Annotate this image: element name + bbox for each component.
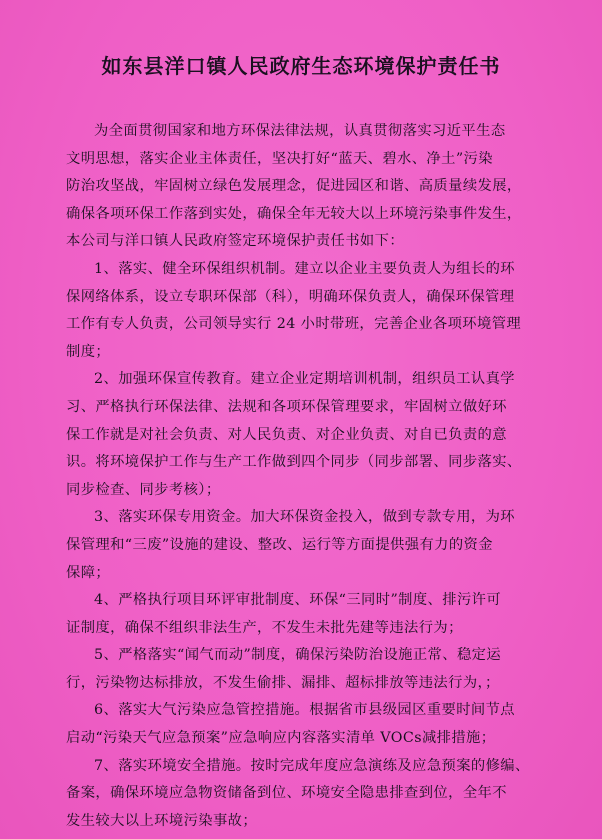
text-line: 发生较大以上环境污染事故； xyxy=(66,812,258,829)
text-line: 确保各项环保工作落到实处，确保全年无较大以上环境污染事件发生， xyxy=(66,205,522,222)
text-line: 识。将环境保护工作与生产工作做到四个同步（同步部署、同步落实、 xyxy=(66,454,522,471)
text-line: 证制度，确保不组织非法生产，不发生未批先建等违法行为； xyxy=(66,619,463,636)
text-line: 习、严格执行环保法律、法规和各项环保管理要求，牢固树立做好环 xyxy=(66,398,507,415)
text-line: 保管理和“三废”设施的建设、整改、运行等方面提供强有力的资金 xyxy=(66,536,493,553)
text-line: 制度； xyxy=(66,343,111,360)
text-line: 防治攻坚战，牢固树立绿色发展理念，促进园区和谐、高质量续发展， xyxy=(66,178,522,195)
text-line: 同步检查、同步考核）； xyxy=(66,481,221,498)
paragraph-item-6 xyxy=(66,697,556,752)
text-line: 文明思想，落实企业主体责任，坚决打好“蓝天、碧水、净土”污染 xyxy=(66,150,493,167)
text-line: 备案，确保环境应急物资储备到位、环境安全隐患排查到位，全年不 xyxy=(66,785,507,802)
text-line: 5、严格落实“闻气而动”制度，确保污染防治设施正常、稳定运 xyxy=(94,647,502,664)
text-line: 保障； xyxy=(66,564,111,581)
paragraph-item-3 xyxy=(66,504,556,587)
text-line: 3、落实环保专用资金。加大环保资金投入，做到专款专用，为环 xyxy=(94,509,516,526)
text-line: 本公司与洋口镇人民政府签定环境保护责任书如下： xyxy=(66,233,405,250)
document-body xyxy=(66,118,556,835)
paragraph-item-5 xyxy=(66,642,556,697)
text-line: 7、落实环境安全措施。按时完成年度应急演练及应急预案的修编、 xyxy=(94,757,530,774)
paragraph-item-4 xyxy=(66,587,556,642)
text-line: 工作有专人负责，公司领导实行 24 小时带班，完善企业各项环境管理 xyxy=(66,316,522,333)
document-title: 如东县洋口镇人民政府生态环境保护责任书 xyxy=(101,54,501,78)
text-line: 6、落实大气污染应急管控措施。根据省市县级园区重要时间节点 xyxy=(94,702,516,719)
text-line: 启动“污染天气应急预案”应急响应内容落实清单 VOCs减排措施； xyxy=(66,730,496,747)
text-line: 2、加强环保宣传教育。建立企业定期培训机制，组织员工认真学 xyxy=(94,371,516,388)
text-line: 为全面贯彻国家和地方环保法律法规，认真贯彻落实习近平生态 xyxy=(94,123,506,139)
paragraph-item-1 xyxy=(66,256,556,366)
paragraph-item-7 xyxy=(66,753,556,836)
text-line: 1、落实、健全环保组织机制。建立以企业主要负责人为组长的环 xyxy=(94,260,516,277)
text-line: 行，污染物达标排放，不发生偷排、漏排、超标排放等违法行为，； xyxy=(66,674,500,691)
paragraph-item-2 xyxy=(66,366,556,504)
text-line: 保网络体系，设立专职环保部（科），明确环保负责人，确保环保管理 xyxy=(66,288,515,305)
text-line: 4、严格执行项目环评审批制度、环保“三同时”制度、排污许可 xyxy=(94,592,502,609)
paragraph-intro xyxy=(66,118,556,256)
text-line: 保工作就是对社会负责、对人民负责、对企业负责、对自已负责的意 xyxy=(66,426,507,443)
